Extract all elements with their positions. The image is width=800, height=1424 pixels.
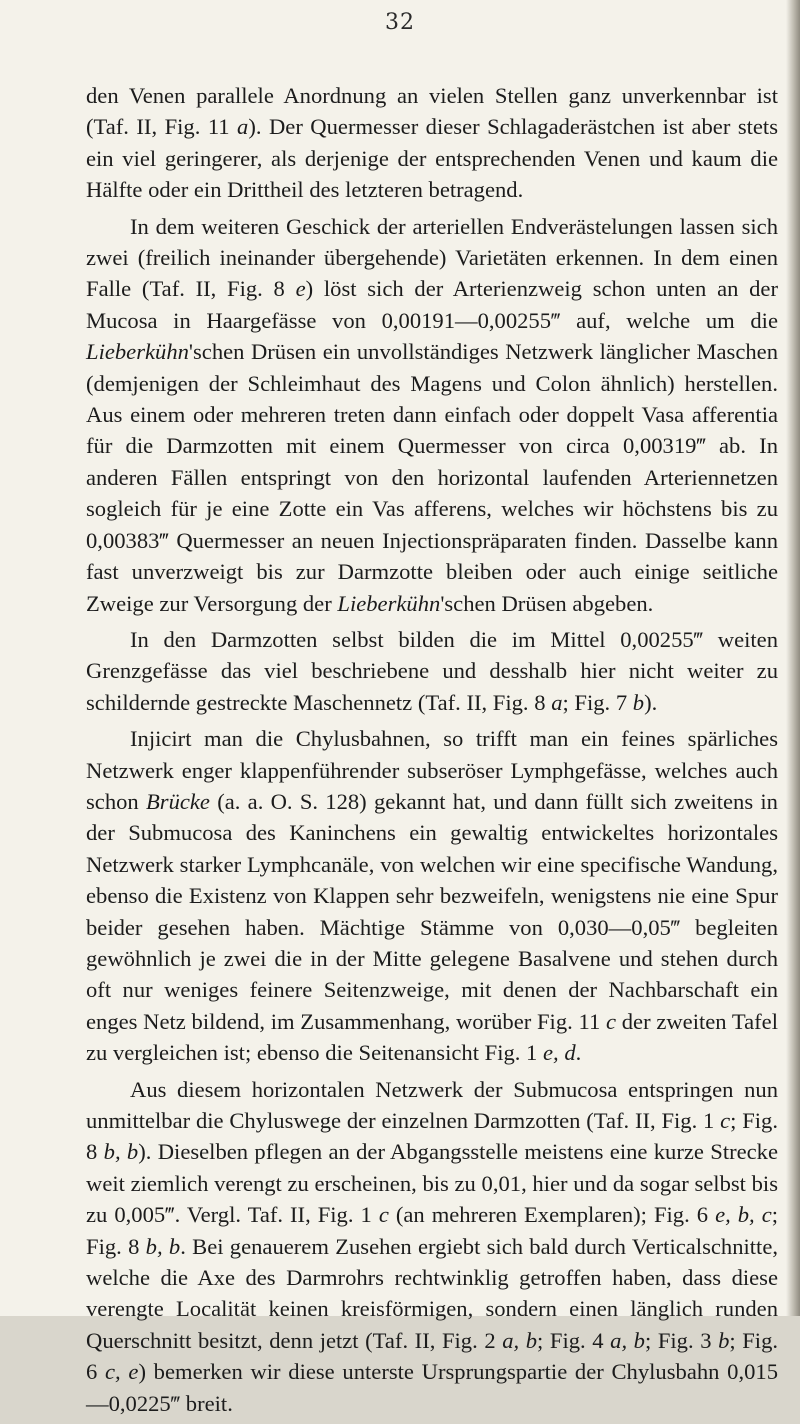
italic-run: c (605, 1008, 617, 1034)
italic-run: c (378, 1202, 389, 1228)
text-run: der zweiten Tafel zu vergleichen ist; ebenso die Seitenansicht Fig. 1 (86, 1008, 778, 1066)
text-run: . Bei genauerem Zusehen ergiebt sich bald durch Verticalschnitte, welche die Axe des Darmrohrs rechtwinklig getroffen haben, dass diese verengte Localität keinen kreisförmigen, sondern einen länglich runden Querschnitt besitzt, denn jetzt (Taf. II, Fig. 2 (86, 1233, 778, 1353)
text-run: 'schen Drüsen ein unvollständiges Netzwerk länglicher Maschen (demjenigen der Schleimhaut des Magens und Colon ähnlich) herstellen. Aus einem oder mehreren treten dann einfach oder doppelt Vasa afferentia für die Darmzotten mit einem Quermesser von circa 0,00319‴ ab. In anderen Fällen entspringt von den horizontal laufenden Arteriennetzen sogleich für je eine Zotte ein Vas afferens, welches wir höchstens bis zu 0,00383‴ Quermesser an neuen Injectionspräparaten finden. Dasselbe kann fast unverzweigt bis zur Darmzotte bleiben oder auch einige seitliche Zweige zur Versorgung der (86, 339, 778, 616)
text-run: ). Der Quermesser dieser Schlagaderästchen ist aber stets ein viel geringerer, als derjenige der entsprechenden Venen und kaum die Hälfte oder ein Drittheil des letzteren betragend. (86, 114, 778, 203)
paragraph-5 (86, 1074, 778, 1419)
text-run: ; Fig. 8 (86, 1202, 779, 1259)
text-run: ). (644, 689, 658, 715)
italic-run: a (551, 689, 563, 715)
italic-run: e, d (543, 1040, 576, 1066)
italic-run: a, b (502, 1327, 538, 1353)
paragraph-2 (86, 211, 778, 619)
text-run: Injicirt man die Chylusbahnen, so trifft man ein feines spärliches Netzwerk enger klappenführender subseröser Lymphgefässe, welches auch schon (86, 726, 778, 814)
text-run: den Venen parallele Anordnung an vielen Stellen ganz unverkennbar ist (Taf. II, Fig. 11 (86, 83, 778, 140)
italic-run: c, e (105, 1359, 139, 1385)
text-run: In dem weiteren Geschick der arteriellen Endverästelungen lassen sich zwei (freilich ineinander übergehende) Varietäten erkennen. In dem einen Falle (Taf. II, Fig. 8 (86, 213, 778, 302)
paragraph-4 (86, 723, 778, 1068)
page-number: 32 (385, 10, 415, 35)
text-run: ; Fig. 7 (562, 689, 633, 715)
italic-run: a (237, 114, 249, 140)
paragraph-1 (86, 80, 778, 206)
italic-run: e (295, 276, 306, 302)
italic-run: b, b (145, 1233, 181, 1259)
text-run: (a. a. O. S. 128) gekannt hat, und dann füllt sich zweitens in der Submucosa des Kaninchens ein gewaltig entwickeltes horizontales Netzwerk starker Lymphcanäle, von welchen wir eine specifische Wandung, ebenso die Existenz von Klappen sehr bezweifeln, wenigstens nie eine Spur beider gesehen haben. Mächtige Stämme von 0,030—0,05‴ begleiten gewöhnlich je zwei die in der Mitte gelegene Basalvene und stehen durch oft nur weniges feinere Seitenzweige, mit denen der Nachbarschaft ein enges Netz bildend, im Zusammenhang, worüber Fig. 11 (86, 788, 778, 1034)
text-run: ). Dieselben pflegen an der Abgangsstelle meistens eine kurze Strecke weit ziemlich verengt zu erscheinen, bis zu 0,01, hier und da sogar selbst bis zu 0,005‴. Vergl. Taf. II, Fig. 1 (86, 1139, 779, 1228)
text-run: Aus diesem horizontalen Netzwerk der Submucosa entspringen nun unmittelbar die Chyluswege der einzelnen Darmzotten (Taf. II, Fig. 1 (86, 1076, 778, 1133)
text-run: . (575, 1040, 582, 1066)
body-text (86, 80, 778, 1424)
italic-run: Lieberkühn (337, 590, 441, 616)
paragraph-3 (86, 624, 778, 718)
text-run: ) bemerken wir diese unterste Ursprungspartie der Chylusbahn 0,015—0,0225‴ breit. (86, 1359, 778, 1416)
text-run: ; Fig. 6 (86, 1327, 779, 1385)
italic-run: Brücke (145, 788, 210, 814)
italic-run: Lieberkühn (86, 339, 189, 365)
italic-run: e, b, c (715, 1202, 772, 1228)
text-run: 'schen Drüsen abgeben. (440, 590, 654, 616)
italic-run: b, b (103, 1139, 139, 1165)
text-run: ) löst sich der Arterienzweig schon unten an der Mucosa in Haargefässe von 0,00191—0,00255‴ auf, welche um die (86, 276, 778, 333)
page-edge-shadow (786, 0, 800, 1316)
italic-run: b (718, 1327, 730, 1353)
italic-run: c (720, 1108, 731, 1133)
italic-run: b (632, 689, 645, 715)
text-run: (an mehreren Exemplaren); Fig. 6 (388, 1202, 716, 1228)
text-run: ; Fig. 3 (644, 1327, 719, 1353)
text-run: In den Darmzotten selbst bilden die im Mittel 0,00255‴ weiten Grenzgefässe das viel beschriebene und desshalb hier nicht weiter zu schildernde gestreckte Maschennetz (Taf. II, Fig. 8 (86, 626, 778, 715)
italic-run: a, b (610, 1327, 645, 1353)
text-run: ; Fig. 4 (537, 1327, 611, 1353)
text-run: ; Fig. 8 (86, 1108, 778, 1165)
